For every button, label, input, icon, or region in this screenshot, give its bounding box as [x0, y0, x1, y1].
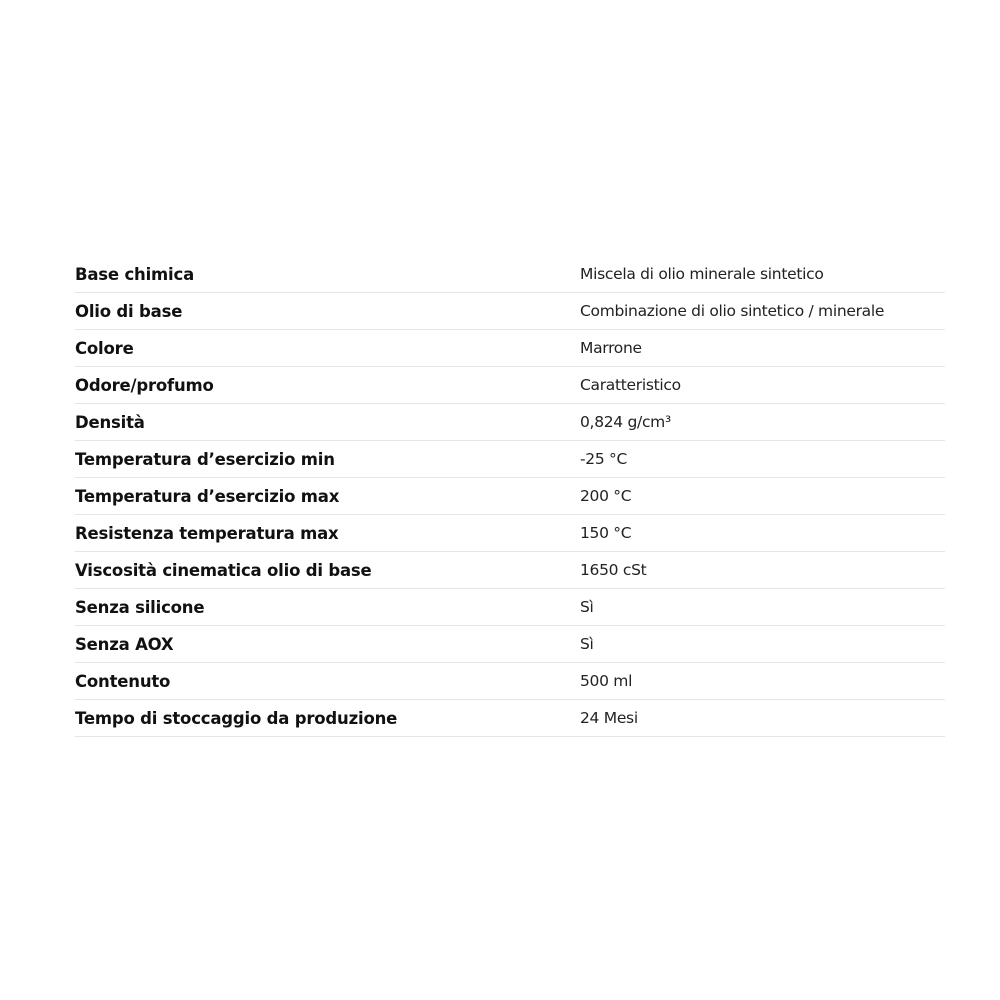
spec-label: Odore/profumo	[75, 375, 214, 395]
table-row	[75, 367, 945, 404]
spec-value: Sì	[580, 598, 594, 616]
spec-value: 200 °C	[580, 487, 632, 505]
spec-label: Contenuto	[75, 671, 171, 691]
spec-label: Colore	[75, 338, 134, 358]
spec-label: Temperatura d’esercizio min	[75, 449, 335, 469]
spec-label: Tempo di stoccaggio da produzione	[75, 708, 398, 728]
table-row	[75, 589, 945, 626]
table-row	[75, 478, 945, 515]
table-row	[75, 404, 945, 441]
table-row	[75, 626, 945, 663]
spec-label: Densità	[75, 412, 145, 432]
table-row	[75, 330, 945, 367]
spec-label: Base chimica	[75, 264, 195, 284]
spec-value: 1650 cSt	[580, 561, 647, 579]
spec-label: Temperatura d’esercizio max	[75, 486, 340, 506]
spec-label: Senza AOX	[75, 634, 174, 654]
table-row	[75, 552, 945, 589]
table-row	[75, 256, 945, 293]
table-row	[75, 441, 945, 478]
table-row	[75, 663, 945, 700]
spec-value: Combinazione di olio sintetico / minerale	[580, 302, 885, 320]
spec-table	[75, 256, 945, 737]
table-row	[75, 700, 945, 737]
table-row	[75, 293, 945, 330]
spec-value: 150 °C	[580, 524, 632, 542]
spec-value: 24 Mesi	[580, 709, 638, 727]
spec-value: 500 ml	[580, 672, 633, 690]
spec-label: Resistenza temperatura max	[75, 523, 339, 543]
table-row	[75, 515, 945, 552]
spec-value: 0,824 g/cm³	[580, 413, 671, 431]
spec-label: Viscosità cinematica olio di base	[75, 560, 372, 580]
spec-value: Caratteristico	[580, 376, 681, 394]
spec-value: Miscela di olio minerale sintetico	[580, 265, 824, 283]
spec-label: Senza silicone	[75, 597, 205, 617]
spec-value: Marrone	[580, 339, 642, 357]
spec-value: -25 °C	[580, 450, 628, 468]
spec-label: Olio di base	[75, 301, 183, 321]
spec-value: Sì	[580, 635, 594, 653]
